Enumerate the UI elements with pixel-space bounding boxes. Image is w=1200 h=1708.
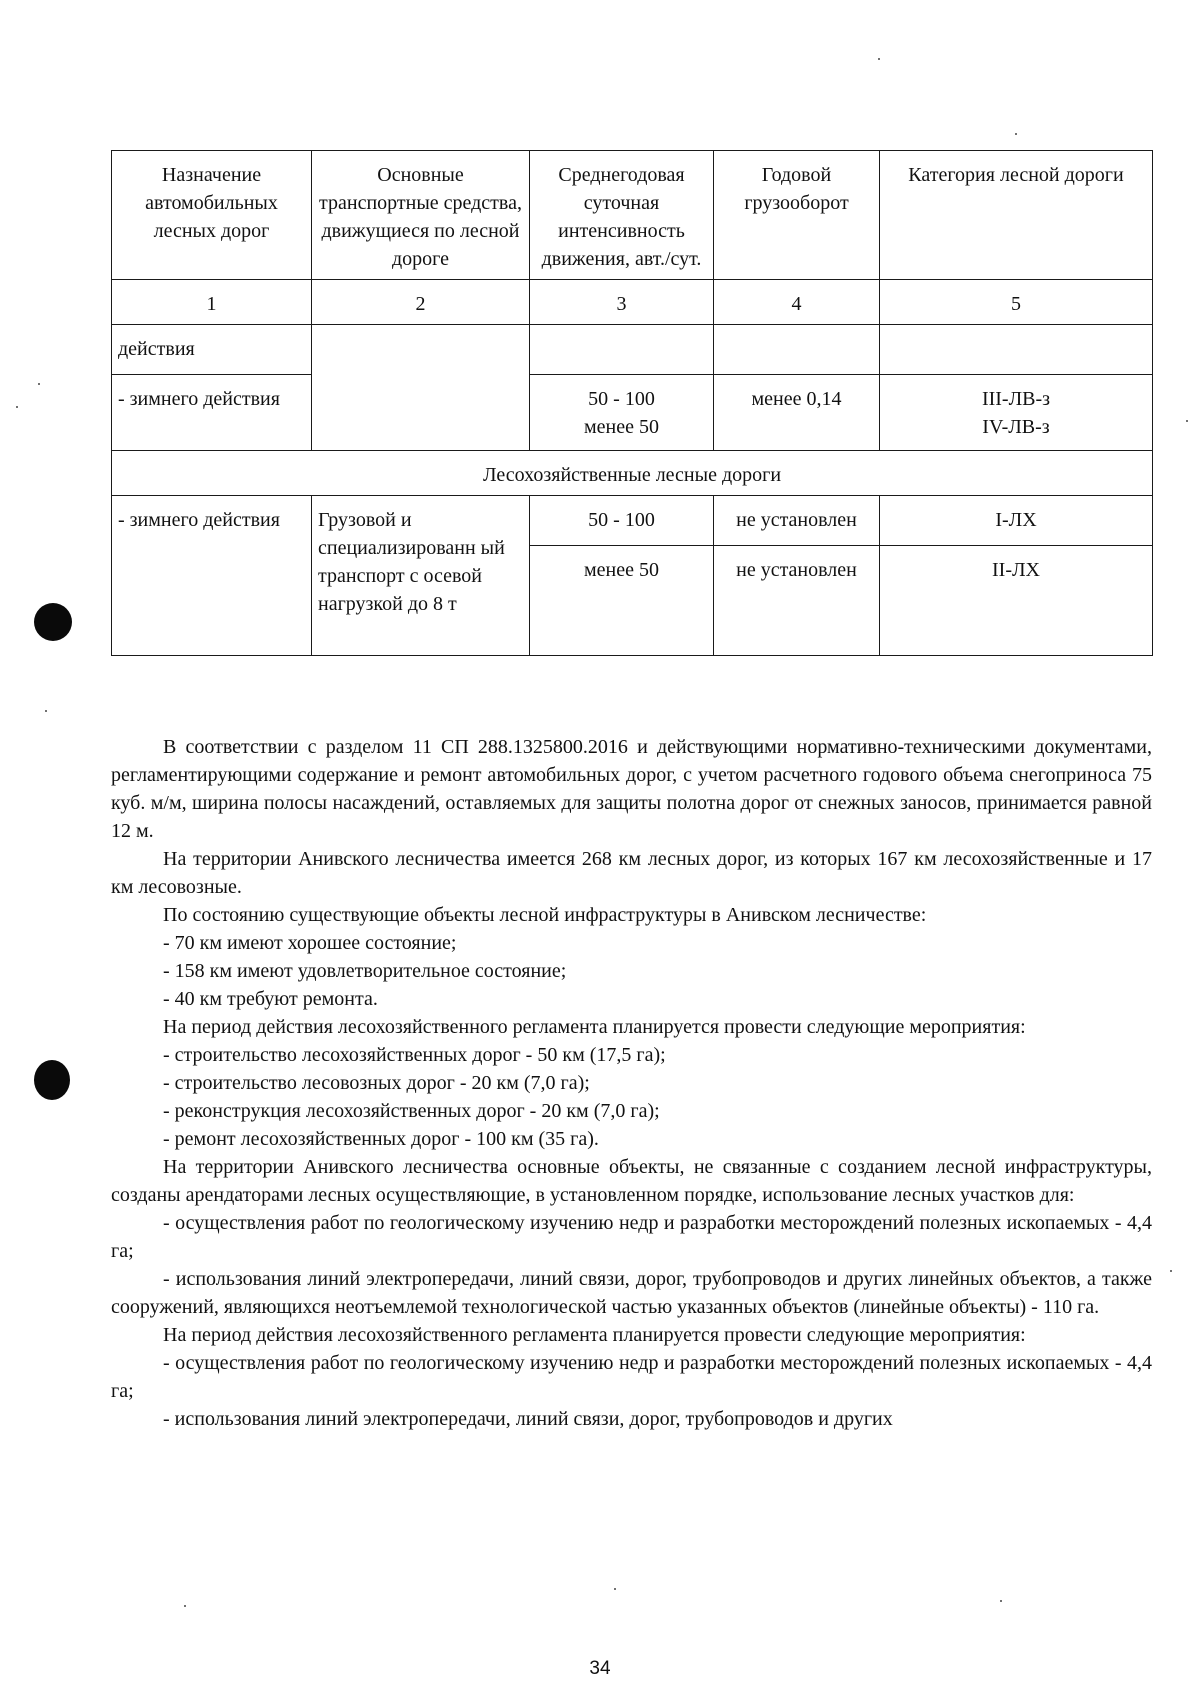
table-header-row: [112, 151, 1153, 280]
cell-category: [880, 375, 1153, 451]
cell-purpose: действия: [112, 325, 312, 375]
section-title: Лесохозяйственные лесные дороги: [112, 451, 1153, 496]
paragraph: По состоянию существующие объекты лесной инфраструктуры в Анивском лесничестве:: [163, 904, 927, 926]
column-number: 2: [312, 280, 530, 325]
paragraph: В соответствии с разделом 11 СП 288.1325800.2016 и действующими нормативно-техническими документами, регламентирующими содержание и ремонт автомобильных дорог, с учетом расчетного годового объема снегоприноса 75 куб. м/м, ширина полосы насаждений, оставляемых для защиты полотна дорог от снежных заносов, принимается равной 12 м.: [111, 736, 1152, 842]
cell-empty: [880, 325, 1153, 375]
table-row: [112, 325, 1153, 375]
cell-transport: Грузовой и специализированн ый транспорт с осевой нагрузкой до 8 т: [312, 496, 530, 656]
cell-category: I-ЛХ: [880, 496, 1153, 546]
list-item: - использования линий электропередачи, линий связи, дорог, трубопроводов и других линейных объектов, а также сооружений, являющихся неотъемлемой технологической частью указанных объектов (линейные объекты) - 110 га.: [111, 1268, 1152, 1318]
cell-turnover: не установлен: [714, 496, 880, 546]
table-row: [112, 496, 1153, 546]
column-number: 4: [714, 280, 880, 325]
scan-speck: [614, 1588, 616, 1590]
intensity-value: 50 - 100: [588, 388, 655, 410]
scan-speck: [38, 383, 40, 385]
column-number-row: [112, 280, 1153, 325]
intensity-value: менее 50: [584, 416, 659, 438]
scan-speck: [45, 710, 47, 712]
cell-purpose: - зимнего действия: [112, 496, 312, 656]
column-number: 5: [880, 280, 1153, 325]
scan-speck: [1015, 133, 1017, 135]
scan-speck: [16, 406, 18, 408]
page-number: 34: [589, 1658, 611, 1679]
cell-intensity: [530, 375, 714, 451]
list-item: - строительство лесовозных дорог - 20 км (7,0 га);: [163, 1072, 590, 1094]
header-transport: Основные транспортные средства, движущиеся по лесной дороге: [312, 151, 530, 280]
forest-roads-table: [111, 150, 1153, 656]
scan-speck: [1000, 1600, 1002, 1602]
header-purpose: Назначение автомобильных лесных дорог: [112, 151, 312, 280]
cell-empty: [714, 325, 880, 375]
list-item: - осуществления работ по геологическому изучению недр и разработки месторождений полезных ископаемых - 4,4 га;: [111, 1212, 1152, 1262]
column-number: 3: [530, 280, 714, 325]
cell-category: II-ЛХ: [880, 546, 1153, 656]
cell-turnover: не установлен: [714, 546, 880, 656]
table-row: [112, 375, 1153, 451]
list-item: - 40 км требуют ремонта.: [163, 988, 378, 1010]
paragraph: На период действия лесохозяйственного регламента планируется провести следующие мероприятия:: [163, 1324, 1026, 1346]
paragraph: На территории Анивского лесничества основные объекты, не связанные с созданием лесной инфраструктуры, созданы арендаторами лесных осуществляющие, в установленном порядке, использование лесных участков для:: [111, 1156, 1152, 1206]
cell-intensity: 50 - 100: [530, 496, 714, 546]
header-intensity: Среднегодовая суточная интенсивность движения, авт./сут.: [530, 151, 714, 280]
punch-hole-top: [34, 603, 72, 641]
scan-speck: [1186, 420, 1188, 422]
cell-transport-empty: [312, 325, 530, 451]
scan-speck: [1170, 1270, 1172, 1272]
cell-turnover: менее 0,14: [714, 375, 880, 451]
scan-speck: [878, 58, 880, 60]
paragraph: На период действия лесохозяйственного регламента планируется провести следующие мероприятия:: [163, 1016, 1026, 1038]
list-item: - использования линий электропередачи, линий связи, дорог, трубопроводов и других: [163, 1408, 893, 1430]
scan-speck: [184, 1605, 186, 1607]
column-number: 1: [112, 280, 312, 325]
cell-intensity: менее 50: [530, 546, 714, 656]
list-item: - строительство лесохозяйственных дорог - 50 км (17,5 га);: [163, 1044, 666, 1066]
paragraph: На территории Анивского лесничества имеется 268 км лесных дорог, из которых 167 км лесохозяйственные и 17 км лесовозные.: [111, 848, 1152, 898]
category-value: III-ЛВ-з: [981, 388, 1051, 410]
header-category: Категория лесной дороги: [880, 151, 1153, 280]
list-item: - реконструкция лесохозяйственных дорог - 20 км (7,0 га);: [163, 1100, 660, 1122]
cell-purpose: - зимнего действия: [112, 375, 312, 451]
body-text: [111, 733, 1152, 1433]
category-value: IV-ЛВ-з: [982, 416, 1050, 438]
punch-hole-bottom: [34, 1060, 70, 1100]
cell-empty: [530, 325, 714, 375]
header-turnover: Годовой грузооборот: [714, 151, 880, 280]
list-item: - осуществления работ по геологическому изучению недр и разработки месторождений полезных ископаемых - 4,4 га;: [111, 1352, 1152, 1402]
section-row: [112, 451, 1153, 496]
list-item: - ремонт лесохозяйственных дорог - 100 км (35 га).: [163, 1128, 599, 1150]
list-item: - 70 км имеют хорошее состояние;: [163, 932, 457, 954]
list-item: - 158 км имеют удовлетворительное состояние;: [163, 960, 567, 982]
